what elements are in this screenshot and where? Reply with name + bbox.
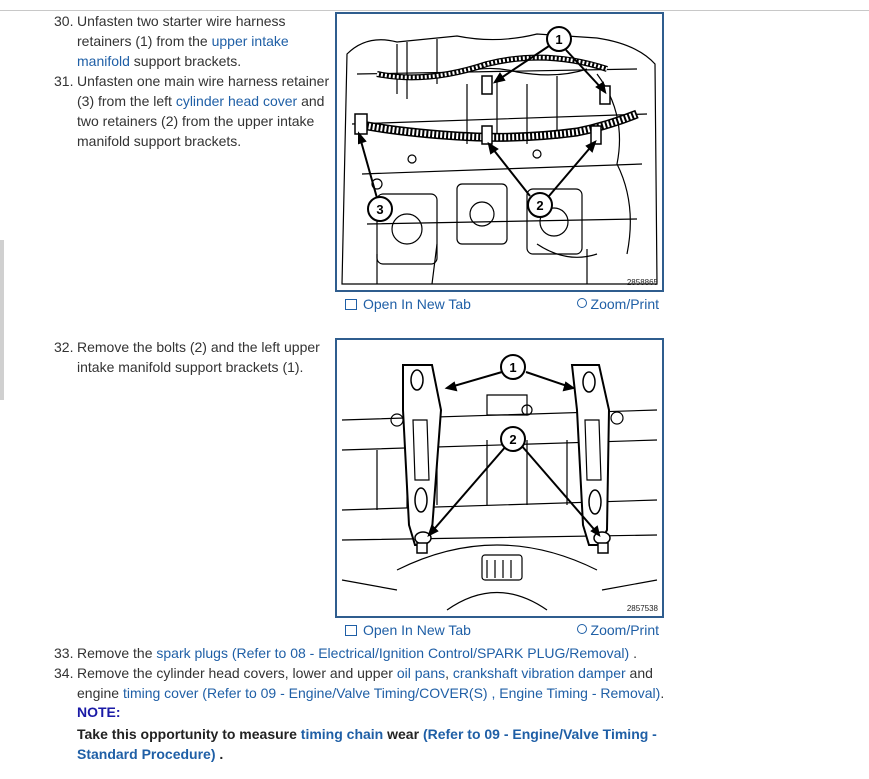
step-text: Unfasten two starter wire harness: [77, 13, 286, 29]
step-text: and: [297, 93, 325, 109]
figure-support-brackets[interactable]: [335, 338, 664, 618]
open-tab-icon: [345, 625, 357, 636]
step-text: ,: [445, 665, 453, 681]
manifold-link[interactable]: manifold: [77, 53, 130, 69]
callout-2: 2: [536, 198, 544, 213]
note-text: .: [215, 746, 224, 762]
zoom-label: Zoom/Print: [590, 296, 659, 312]
figure2-toolbar: [335, 618, 664, 642]
step-30: [54, 11, 289, 69]
crankshaft-vibration-damper-link[interactable]: crankshaft vibration damper: [452, 665, 626, 681]
timing-chain-link[interactable]: timing chain: [300, 726, 384, 742]
note-text: Take this opportunity to measure: [77, 726, 301, 742]
note-text: wear: [383, 726, 423, 742]
step-text: support brackets.: [129, 53, 242, 69]
step-text: Unfasten one main wire harness retainer: [77, 73, 330, 89]
step-number: 31.: [54, 73, 74, 89]
figure-wire-harness[interactable]: [335, 12, 664, 292]
step-33: [54, 643, 637, 663]
valve-timing-procedure-link[interactable]: (Refer to 09 - Engine/Valve Timing -: [422, 726, 657, 742]
timing-cover-link[interactable]: timing cover: [122, 685, 199, 701]
timing-cover-removal-link[interactable]: (Refer to 09 - Engine/Valve Timing/COVER(S) , Engine Timing - Removal): [198, 685, 661, 701]
zoom-print-button[interactable]: [577, 622, 659, 638]
zoom-print-button[interactable]: [577, 296, 659, 312]
step-number: 32.: [54, 339, 74, 355]
callout-2: 2: [509, 432, 517, 447]
step-text: and: [625, 665, 653, 681]
step-number: 34.: [54, 665, 74, 681]
step-text: retainers (1) from the: [77, 33, 212, 49]
zoom-icon: [577, 624, 587, 634]
figure1-toolbar: [335, 292, 664, 316]
note-title: NOTE:: [77, 704, 121, 720]
step-31: [54, 71, 330, 149]
step-text: two retainers (2) from the upper intake: [77, 113, 315, 129]
zoom-icon: [577, 298, 587, 308]
open-label: Open In New Tab: [363, 296, 471, 312]
step-text: manifold support brackets.: [77, 133, 242, 149]
step-text: intake manifold support brackets (1).: [77, 359, 304, 375]
open-tab-icon: [345, 299, 357, 310]
upper-intake-link[interactable]: upper intake: [211, 33, 289, 49]
step-32: [54, 337, 320, 375]
open-in-new-tab-button[interactable]: [345, 296, 471, 312]
step-text: Remove the cylinder head covers, lower and upper: [77, 665, 397, 681]
cylinder-head-cover-link[interactable]: cylinder head cover: [175, 93, 298, 109]
callout-1: 1: [509, 360, 517, 375]
harness-illustration: [337, 14, 662, 290]
spark-plug-removal-link[interactable]: (Refer to 08 - Electrical/Ignition Control/SPARK PLUG/Removal): [227, 645, 630, 661]
open-in-new-tab-button[interactable]: [345, 622, 471, 638]
step-text: Remove the: [77, 645, 157, 661]
open-label: Open In New Tab: [363, 622, 471, 638]
step-text: .: [629, 645, 637, 661]
step-number: 30.: [54, 13, 74, 29]
figure-number: 2858865: [626, 278, 658, 287]
callout-1: 1: [555, 32, 563, 47]
zoom-label: Zoom/Print: [590, 622, 659, 638]
step-text: (3) from the left: [77, 93, 176, 109]
oil-pans-link[interactable]: oil pans: [396, 665, 446, 681]
step-text: .: [660, 685, 665, 701]
spark-plugs-link[interactable]: spark plugs: [156, 645, 228, 661]
standard-procedure-link[interactable]: Standard Procedure): [77, 746, 216, 762]
note-body: [77, 724, 657, 764]
scrollbar-track[interactable]: [0, 240, 4, 400]
figure-number: 2857538: [626, 604, 658, 613]
step-34: [54, 663, 665, 701]
callout-3: 3: [376, 202, 384, 217]
step-text: Remove the bolts (2) and the left upper: [77, 339, 320, 355]
step-number: 33.: [54, 645, 74, 661]
brackets-illustration: [337, 340, 662, 616]
step-text: engine: [77, 685, 123, 701]
